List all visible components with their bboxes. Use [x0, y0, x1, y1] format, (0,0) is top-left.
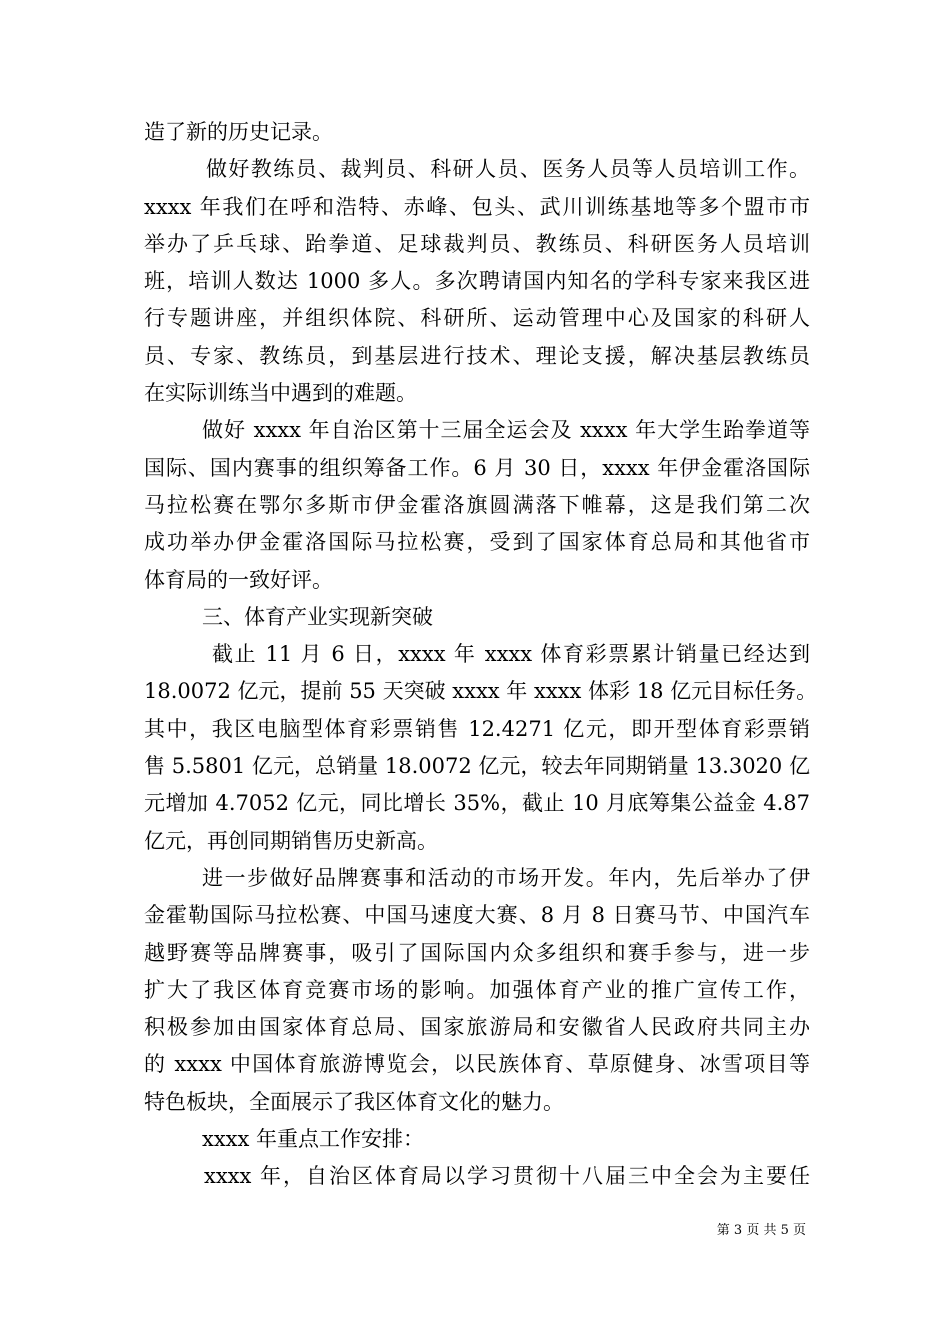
- text-line: 做好教练员、裁判员、科研人员、医务人员等人员培训工作。: [206, 157, 810, 182]
- text-line: 三、体育产业实现新突破: [202, 604, 433, 629]
- text-line: 成功举办伊金霍洛国际马拉松赛，受到了国家体育总局和其他省市: [144, 530, 810, 555]
- text-line: 亿元，再创同期销售历史新高。: [144, 828, 438, 853]
- text-line: 扩大了我区体育竞赛市场的影响。加强体育产业的推广宣传工作，: [144, 977, 810, 1002]
- text-line: 造了新的历史记录。: [144, 120, 333, 144]
- document-body: [144, 114, 818, 1196]
- text-line: xxxx 年我们在呼和浩特、赤峰、包头、武川训练基地等多个盟市市: [144, 194, 810, 219]
- text-line: 体育局的一致好评。: [144, 567, 333, 592]
- text-line: 班，培训人数达 1000 多人。多次聘请国内知名的学科专家来我区进: [144, 269, 810, 294]
- text-line: 特色板块，全面展示了我区体育文化的魅力。: [144, 1089, 564, 1114]
- text-line: 马拉松赛在鄂尔多斯市伊金霍洛旗圆满落下帷幕，这是我们第二次: [144, 492, 810, 517]
- text-line: 行专题讲座，并组织体院、科研所、运动管理中心及国家的科研人: [144, 306, 810, 331]
- text-line: 18.0072 亿元，提前 55 天突破 xxxx 年 xxxx 体彩 18 亿元目标任务。: [144, 679, 818, 704]
- page-number-footer: 第 3 页 共 5 页: [716, 1223, 806, 1238]
- text-line: 国际、国内赛事的组织筹备工作。6 月 30 日，xxxx 年伊金霍洛国际: [144, 455, 810, 480]
- text-line: 进一步做好品牌赛事和活动的市场开发。年内，先后举办了伊: [202, 865, 810, 890]
- text-line: 做好 xxxx 年自治区第十三届全运会及 xxxx 年大学生跆拳道等: [202, 418, 810, 443]
- text-line: 在实际训练当中遇到的难题。: [144, 381, 417, 406]
- text-line: 元增加 4.7052 亿元，同比增长 35%，截止 10 月底筹集公益金 4.87: [144, 791, 810, 816]
- text-line: 的 xxxx 中国体育旅游博览会，以民族体育、草原健身、冰雪项目等: [144, 1052, 810, 1077]
- text-line: 售 5.5801 亿元，总销量 18.0072 亿元，较去年同期销量 13.3020 亿: [144, 754, 810, 779]
- text-line: 员、专家、教练员，到基层进行技术、理论支援，解决基层教练员: [144, 343, 810, 368]
- text-line: 其中，我区电脑型体育彩票销售 12.4271 亿元，即开型体育彩票销: [144, 716, 810, 741]
- text-line: 截止 11 月 6 日，xxxx 年 xxxx 体育彩票累计销量已经达到: [212, 642, 810, 667]
- text-line: 积极参加由国家体育总局、国家旅游局和安徽省人民政府共同主办: [144, 1015, 810, 1040]
- text-line: 越野赛等品牌赛事，吸引了国际国内众多组织和赛手参与，进一步: [144, 940, 810, 965]
- text-line: xxxx 年重点工作安排：: [202, 1127, 425, 1152]
- text-line: xxxx 年，自治区体育局以学习贯彻十八届三中全会为主要任: [204, 1164, 810, 1189]
- text-line: 金霍勒国际马拉松赛、中国马速度大赛、8 月 8 日赛马节、中国汽车: [144, 903, 810, 928]
- text-line: 举办了乒乓球、跆拳道、足球裁判员、教练员、科研医务人员培训: [144, 231, 810, 256]
